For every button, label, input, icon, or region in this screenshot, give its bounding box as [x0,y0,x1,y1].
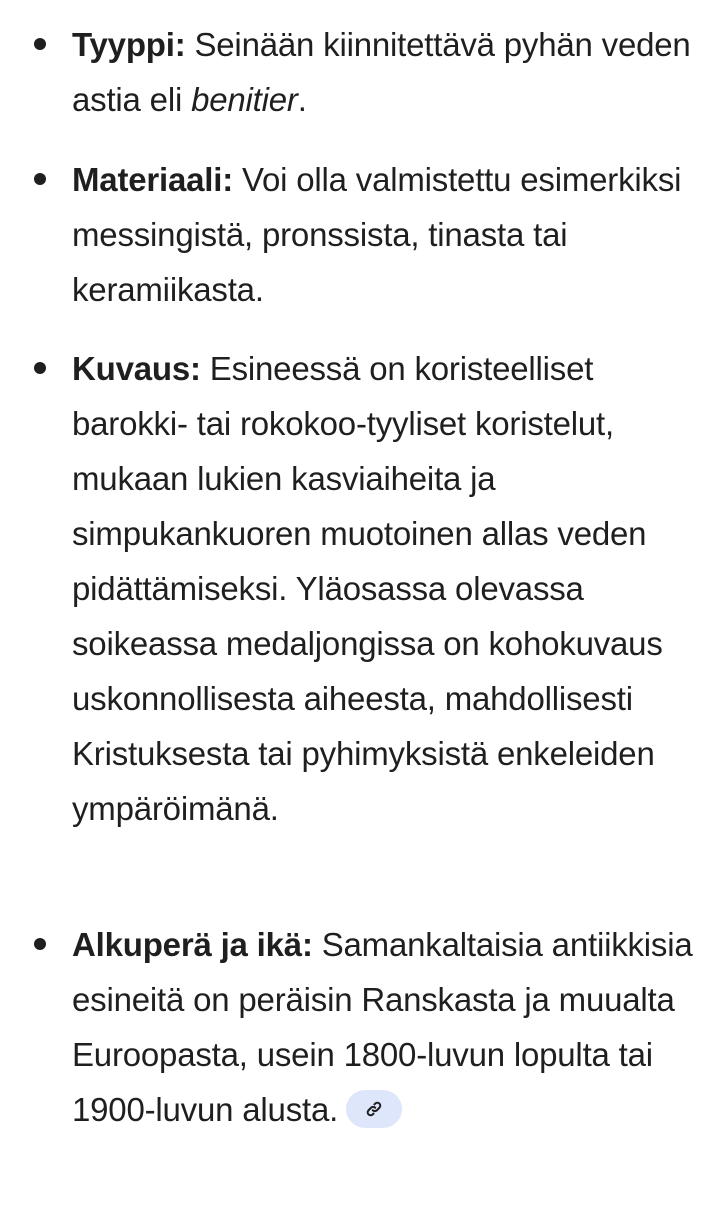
bullet-dot [34,173,46,185]
item-label: Materiaali: [72,161,234,198]
item-label: Kuvaus: [72,350,201,387]
item-text: Esineessä on koristeelliset barokki- tai rokokoo-tyyliset koristelut, mukaan lukien kasviaiheita ja simpukankuoren muotoinen allas veden pidättämiseksi. Yläosassa olevassa soikeassa medaljongissa on kohokuvaus uskonnollisesta aiheesta, mahdollisesti Kristuksesta tai pyhimyksistä enkeleiden ympäröimänä. [72,350,663,827]
item-text: Seinään kiinnitettävä pyhän veden astia eli [72,26,691,118]
bullet-dot [34,38,46,50]
item-text-end: . [297,81,307,118]
link-icon [364,1099,384,1119]
item-label: Tyyppi: [72,26,186,63]
list-item-type [72,17,702,127]
item-text: Samankaltaisia antiikkisia esineitä on peräisin Ranskasta ja muualta Euroopasta, usein 1800-luvun lopulta tai 1900-luvun alusta. [72,926,693,1128]
list-item-origin-age [72,917,702,1137]
bullet-dot [34,362,46,374]
item-label: Alkuperä ja ikä: [72,926,313,963]
source-link-button[interactable] [346,1090,402,1128]
list-item-material [72,152,702,317]
list-item-description [72,341,702,836]
item-italic-term: benitier [191,81,298,118]
item-text: Voi olla valmistettu esimerkiksi messingistä, pronssista, tinasta tai keramiikasta. [72,161,682,308]
bullet-dot [34,938,46,950]
